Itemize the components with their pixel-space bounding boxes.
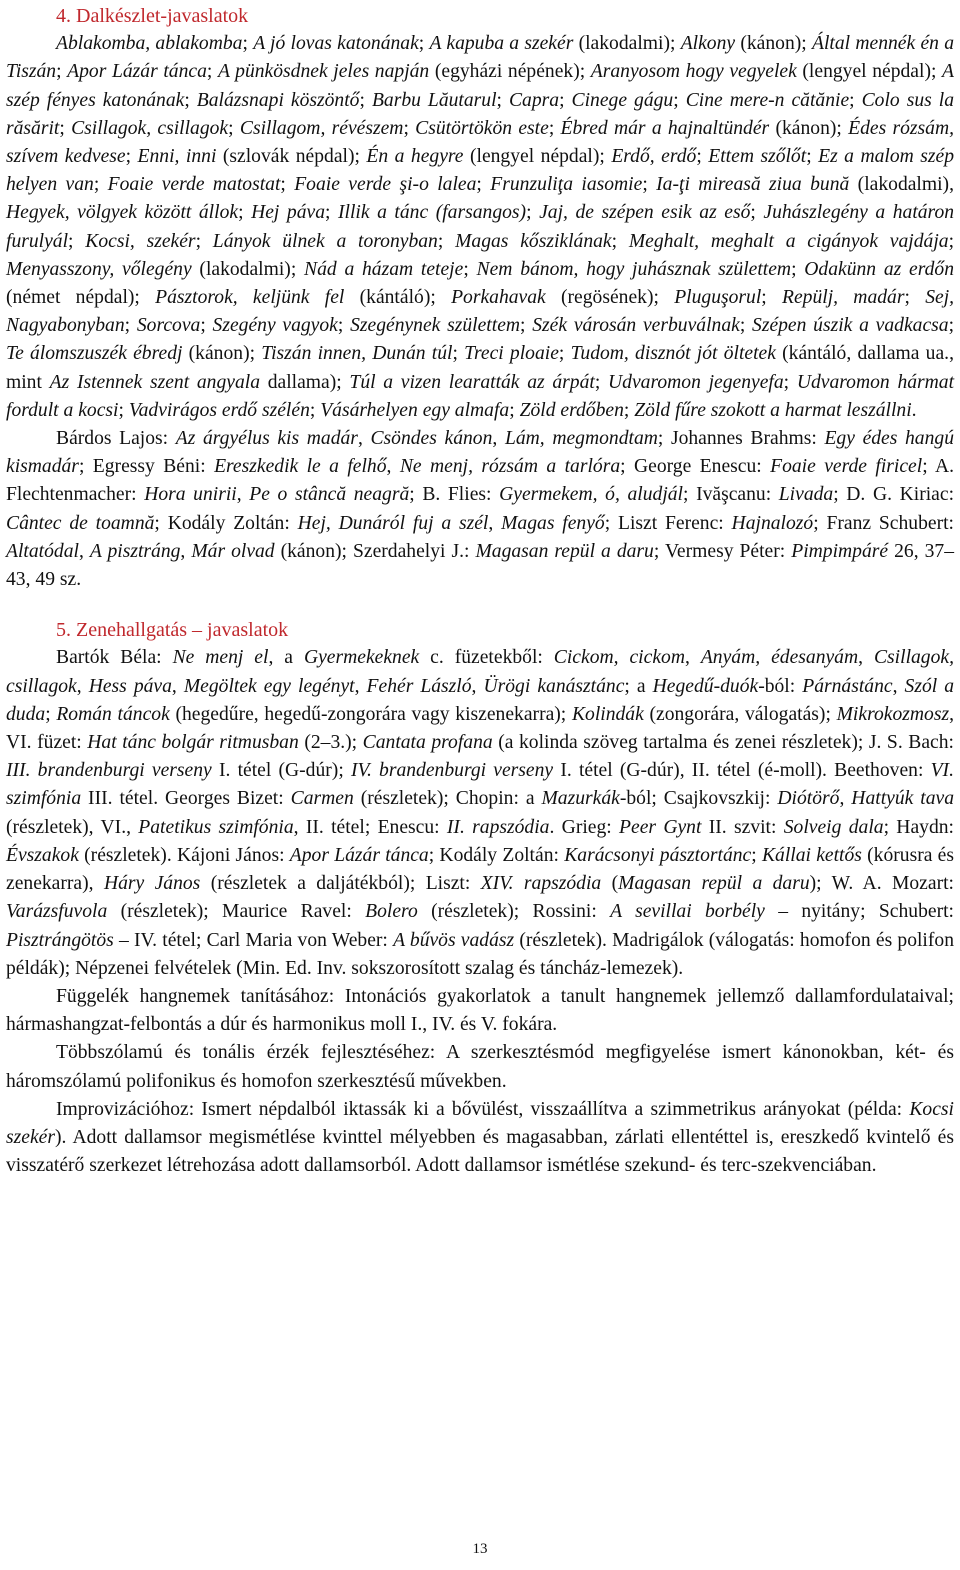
body-text: ( [601,873,619,895]
title-text: Pluguşorul [674,287,762,309]
body-text: ; [118,399,129,421]
body-text: ; [948,315,955,337]
title-text: Frunzuliţa iasomie [490,174,643,196]
title-text: Mikrokozmosz [836,703,950,725]
body-text: III. tétel. Georges Bizet: [81,788,291,810]
body-text: (kánon); [769,117,849,139]
title-text: Ne menj el [172,647,269,669]
title-text: Gyermekeknek [303,647,420,669]
title-text: Foaie verde firicel [770,456,923,478]
body-text: , [471,675,484,697]
body-text: ; Kodály Zoltán: [428,844,565,866]
title-text: Sej, Nagyabonyban [6,287,955,337]
body-text: (kórusra és zenekarra), [6,844,955,895]
body-text: ; [548,117,561,139]
body-text: . [911,399,917,421]
title-text: Szépen úszik a vadkacsa [752,315,949,337]
body-text: ; [403,117,416,139]
title-text: Ne menj, rózsám a tarlóra [399,456,621,478]
polyphony-paragraph [6,1039,954,1095]
title-text: Pe o stâncă neagră [249,484,410,506]
title-text: Nem bánom, hogy juhásznak születtem [476,258,792,280]
body-text: ; [68,230,86,252]
title-text: Foaie verde şi-o lalea [294,174,477,196]
body-text: , [76,675,89,697]
title-text: XIV. rapszódia [480,873,602,895]
body-text: ; [206,61,218,83]
title-text: Hegyek, völgyek között állok [6,202,239,224]
body-text: (hegedűre, hegedű-zongorára vagy kiszenekarra); [169,703,572,725]
title-text: Peer Gynt [619,816,702,838]
appendix-keys-paragraph [6,983,954,1039]
body-text: ). Adott dallamsor megismétlése kvinttel mélyebben és magasabban, zárlati ellentéttel is, ereszkedő kvintelő és visszatérő szerkezet létrehozása adott dallamsorból. Adott dallamsor ismétlése szekund- és terc-szekvenciában. [6,1126,954,1177]
body-text: ; [783,371,797,393]
body-text: ; [806,146,819,168]
title-text: Háry János [103,873,201,895]
body-text: ; [476,174,491,196]
title-text: Csütörtökön este [415,117,549,139]
body-text: ; [124,315,137,337]
title-text: Diótörő [777,788,840,810]
body-text: (szlovák népdal); [216,146,367,168]
body-text: ; [642,174,657,196]
body-text: , [684,647,701,669]
body-text: ; [325,202,338,224]
title-text: Odakünn az erdőn [804,258,955,280]
title-text: Mazurkák [541,788,620,810]
title-text: VI. szimfónia [6,760,954,810]
title-text: Ia-ţi mireasă ziua bună [656,174,850,196]
body-text: ; [452,343,465,365]
body-text: Bartók Béla: [56,647,173,669]
title-text: Ettem szőlőt [708,146,807,168]
body-text: ; [791,258,805,280]
body-text: ; [594,371,608,393]
title-text: Illik a tánc (farsangos) [338,202,527,224]
body-text: (részletek); Rossini: [417,901,611,923]
body-text: ; [437,230,456,252]
body-text: (részletek); Chopin: a [353,788,542,810]
section-4-heading: 4. Dalkészlet-javaslatok [56,5,249,27]
title-text: Patetikus szimfónia [138,816,294,838]
title-text: Carmen [290,788,354,810]
body-text: ; [611,230,629,252]
body-text: ; Haydn: [883,816,954,838]
body-text: ; [93,174,108,196]
title-text: Magasan repül a daru [618,873,810,895]
title-text: Altatódal [6,540,79,562]
body-text: , [858,647,874,669]
body-text: ; [195,230,213,252]
title-text: Udvaromon jegenyefa [608,371,784,393]
body-text: ; Vermesy Péter: [653,540,792,562]
title-text: Repülj, madár [782,287,905,309]
title-text: Zöld fűre szokott a harmat leszállni [634,399,912,421]
title-text: II. rapszódia [446,816,550,838]
title-text: Treci ploaie [464,343,559,365]
title-text: Alkony [680,33,736,55]
title-text: Vásárhelyen egy almafa [320,399,510,421]
title-text: Cântec de toamnă [6,512,155,534]
title-text: Az Istennek szent angyala [49,371,260,393]
body-text: ; [558,343,571,365]
title-text: Szól a duda [6,675,955,725]
body-text: (egyházi népének); [429,61,591,83]
title-text: Én a hegyre [366,146,464,168]
body-text: ; [184,89,197,111]
title-text: Apor Lázár tánca [67,61,207,83]
body-text: (lakodalmi), [849,174,954,196]
body-text: -ból: [758,675,803,697]
title-text: Hattyúk tava [851,788,954,810]
title-text: Csillagom, révészem [239,117,404,139]
body-text: ; a [624,675,653,697]
title-text: Sorcova [136,315,201,337]
title-text: Kocsi szekér [6,1098,954,1148]
body-text: , [180,540,192,562]
body-text: ; [673,89,686,111]
title-text: Ablakomba, ablakomba [56,33,243,55]
title-text: Cickom, cickom [553,647,685,669]
composers-paragraph [6,425,954,594]
body-text: (kánon); [735,33,812,55]
title-text: Apor Lázár tánca [289,844,429,866]
title-text: Kocsi, szekér [85,230,196,252]
body-text: ; [309,399,321,421]
title-text: Szegény vagyok [212,315,338,337]
body-text: (lengyel népdal); [463,146,612,168]
body-text: Improvizációhoz: Ismert népdalból iktassák ki a bővülést, visszaállítva a szimmetrikus arányokat (példa: [56,1098,910,1120]
title-text: Megöltek egy legényt [183,675,355,697]
song-list-paragraph [6,30,954,425]
title-text: Hajnalozó [731,512,814,534]
body-text: ; [337,315,351,337]
title-text: Cantata profana [362,732,493,754]
title-text: Édes rózsám, szívem kedvese [6,117,955,168]
body-text: ; [904,287,926,309]
title-text: Ez a malom szép helyen van [6,146,954,196]
title-text: Szegénynek születtem [350,315,521,337]
body-text: c. füzetekből: [419,647,554,669]
title-text: Kolindák [571,703,644,725]
body-text: 26, 37–43, 49 sz. [6,540,954,591]
page-number: 13 [472,1541,488,1557]
body-text: (regösének); [545,287,675,309]
body-text: , [492,428,505,450]
title-text: Cinege gágu [571,89,674,111]
body-text: , [354,675,367,697]
title-text: Balázsnapi köszöntő [196,89,360,111]
body-text: ; Egressy Béni: [78,456,215,478]
title-text: Magasan repül a daru [475,540,654,562]
body-text: ; [623,399,635,421]
title-text: Csillagok, csillagok [71,117,229,139]
body-text: (részletek); Maurice Ravel: [107,901,366,923]
body-text: ; [520,315,533,337]
body-text: ; [948,230,955,252]
title-text: Csillagok, csillagok [6,647,954,697]
title-text: Colo sus la răsărit [6,89,954,139]
title-text: Párnástánc [802,675,893,697]
body-text: ; D. G. Kiriac: [833,484,955,506]
title-text: Tudom, disznót jót öltetek [570,343,776,365]
body-text: (lakodalmi); [573,33,681,55]
body-text: ; Kodály Zoltán: [154,512,298,534]
title-text: A sevillai borbély [610,901,765,923]
body-text: (részletek). Kájoni János: [78,844,290,866]
title-text: Tiszán innen, Dunán túl [261,343,453,365]
title-text: Magas kősziklának [455,230,612,252]
body-text: ; [238,202,252,224]
body-text: Többszólamú és tonális érzék fejlesztéséhez: A szerkesztésmód megfigyelése ismert kánonokban, két- és háromszólamú polifonikus és homofon szerkesztésű művekben. [6,1042,954,1092]
title-text: Barbu Lăutarul [371,89,497,111]
title-text: Pisztrángötös [6,929,114,951]
body-text: ; [418,33,430,55]
body-text: ; George Enescu: [620,456,771,478]
title-text: Meghalt, meghalt a cigányok vajdája [628,230,949,252]
body-text: (lakodalmi); [191,258,305,280]
title-text: Szék városán verbuválnak [532,315,740,337]
body-text: (részletek), VI., [6,816,139,838]
body-text: ; [526,202,540,224]
body-text: ; [496,89,509,111]
title-text: Vadvirágos erdő szélén [128,399,310,421]
body-text: ; [228,117,240,139]
title-text: Zöld erdőben [519,399,624,421]
body-text: , a [268,647,304,669]
body-text: ; [750,202,764,224]
body-text: ; [849,89,862,111]
body-text: (lengyel népdal); [796,61,943,83]
body-text: ; [696,146,709,168]
body-text: (kánon); Szerdahelyi J.: [274,540,476,562]
body-text: ; [751,844,762,866]
body-text: (kántáló); [344,287,452,309]
body-text: (zongorára, válogatás); [643,703,837,725]
body-text: . Grieg: [549,816,620,838]
title-text: Udvaromon hármat fordult a kocsi [6,371,955,421]
body-text: ; [359,89,372,111]
title-text: Csöndes kánon [370,428,493,450]
title-text: Enni, inni [137,146,217,168]
title-text: Ereszkedik le a felhő [214,456,387,478]
title-text: A kapuba a szekér [429,33,574,55]
body-text: , II. tétel; Enescu: [293,816,447,838]
title-text: Hegedű-duók [652,675,759,697]
title-text: Pimpimpáré [791,540,889,562]
title-text: Román táncok [56,703,170,725]
body-text: ; [56,61,68,83]
section-4-body [6,30,954,594]
improvisation-paragraph [6,1096,954,1181]
body-text: ; Franz Schubert: [813,512,954,534]
title-text: Aranyosom hogy vegyelek [590,61,797,83]
title-text: Varázsfuvola [6,901,108,923]
title-text: Cine mere-n cătănie [685,89,850,111]
title-text: Hej páva [251,202,325,224]
body-text: , [357,428,371,450]
title-text: Túl a vizen learatták az árpát [349,371,595,393]
body-text: ; B. Flies: [409,484,500,506]
body-text: I. tétel (G-dúr), II. tétel (é-moll). Beethoven: [553,760,931,782]
body-text: , [892,675,905,697]
title-text: Hat tánc bolgár ritmusban [87,732,299,754]
title-text: Az árgyélus kis madár [175,428,358,450]
title-text: Jaj, de szépen esik az eső [539,202,751,224]
body-text: II. szvit: [701,816,784,838]
title-text: Magas fenyő [501,512,605,534]
body-text: ; [200,315,213,337]
body-text: I. tétel (G-dúr); [211,760,351,782]
body-text: ; [463,258,477,280]
section-5-body [6,644,954,1180]
title-text: Solveig dala [783,816,884,838]
body-text: (részletek a daljátékból); Liszt: [200,873,481,895]
title-text: Pásztorok, keljünk fel [155,287,345,309]
title-text: Karácsonyi pásztortánc [564,844,752,866]
body-text: , [488,512,502,534]
body-text: ; [280,174,295,196]
body-text: ; [125,146,138,168]
title-text: A pisztráng [89,540,181,562]
body-text: , [171,675,184,697]
body-text: Bárdos Lajos: [56,428,176,450]
title-text: Nád a házam teteje [304,258,464,280]
body-text: dallama); [260,371,350,393]
title-text: Már olvad [191,540,275,562]
title-text: Lányok ülnek a toronyban [212,230,438,252]
title-text: Egy édes hangú kismadár [6,428,954,478]
body-text: – nyitány; Schubert: [764,901,954,923]
body-text: ); W. A. Mozart: [809,873,954,895]
title-text: Ürögi kanásztánc [483,675,625,697]
title-text: Capra [508,89,560,111]
body-text: ; [739,315,753,337]
title-text: Fehér László [366,675,472,697]
title-text: A pünkösdnek jeles napján [217,61,430,83]
title-text: Által mennék én a Tiszán [6,33,954,83]
body-text: ; [45,703,57,725]
body-text: (részletek). Madrigálok (válogatás: homofon és polifon példák); Népzenei felvételek (Min. Ed. Inv. sokszorosított szalag és táncház-lemezek). [6,929,954,979]
title-text: A bűvös vadász [393,929,515,951]
title-text: Porkahavak [451,287,546,309]
title-text: Ébred már a hajnaltündér [560,117,770,139]
body-text: ; A. Flechtenmacher: [6,456,954,506]
title-text: Hora unirii [144,484,237,506]
body-text: , [839,788,852,810]
body-text: ; Ivăşcanu: [683,484,779,506]
title-text: Juhászlegény a határon furulyál [6,202,955,252]
body-text: ; [242,33,254,55]
body-text: – IV. tétel; Carl Maria von Weber: [113,929,394,951]
body-text: ; Liszt Ferenc: [604,512,732,534]
title-text: Te álomszuszék ébredj [6,343,183,365]
body-text: (német népdal); [6,287,156,309]
title-text: Hess páva [88,675,172,697]
body-text: (kánon); [182,343,262,365]
body-text: ; Johannes Brahms: [657,428,825,450]
body-text: , VI. füzet: [6,703,954,754]
title-text: Hej, Dunáról fuj a szél [297,512,489,534]
listening-list-paragraph [6,644,954,982]
body-text: Függelék hangnemek tanításához: Intonációs gyakorlatok a tanult hangnemek jellemző dallamfordulataival; hármashangzat-felbontás a dúr és harmonikus moll I., IV. és V. fokára. [6,985,954,1036]
body-text: (kántáló, dallama ua., mint [6,343,954,393]
body-text: , [236,484,250,506]
title-text: III. brandenburgi verseny [6,760,212,782]
body-text: ; [761,287,782,309]
title-text: Erdő, erdő [611,146,697,168]
title-text: Anyám, édesanyám [700,647,859,669]
body-text: ; [559,89,572,111]
body-text: ; [509,399,520,421]
body-text: , [386,456,400,478]
title-text: A jó lovas katonának [253,33,419,55]
title-text: Bolero [365,901,418,923]
title-text: Livada [778,484,834,506]
title-text: Évszakok [6,844,79,866]
title-text: IV. brandenburgi verseny [350,760,554,782]
title-text: Kállai kettős [761,844,862,866]
body-text: ; [59,117,72,139]
title-text: Foaie verde matostat [107,174,281,196]
body-text: -ból; Csajkovszkij: [619,788,778,810]
section-5-heading: 5. Zenehallgatás – javaslatok [56,619,289,642]
title-text: Gyermekem, ó, aludjál [499,484,684,506]
title-text: Menyasszony, vőlegény [6,258,192,280]
body-text: , [78,540,90,562]
title-text: A szép fényes katonának [6,61,954,111]
body-text: (2–3.); [298,732,363,754]
title-text: Lám, megmondtam [504,428,658,450]
body-text: (a kolinda szöveg tartalma és zenei részletek); J. S. Bach: [492,732,954,754]
